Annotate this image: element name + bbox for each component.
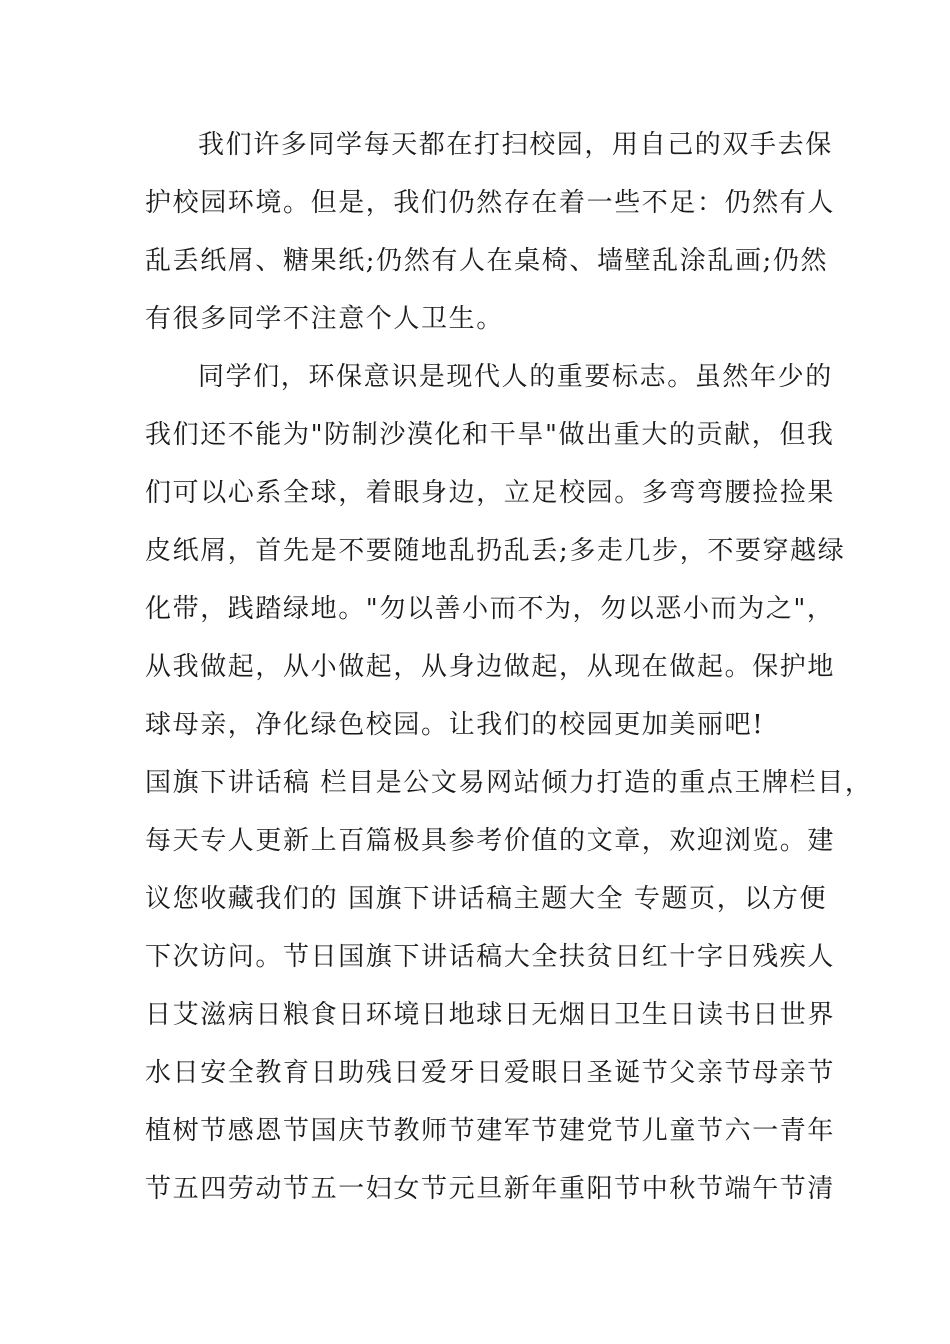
text-line: 们可以心系全球，着眼身边，立足校园。多弯弯腰捡捡果 xyxy=(145,478,836,508)
text-line: 议您收藏我们的 国旗下讲话稿主题大全 专题页，以方便 xyxy=(145,884,828,914)
text-line: 乱丢纸屑、糖果纸;仍然有人在桌椅、墙壁乱涂乱画;仍然 xyxy=(145,246,829,276)
paragraph-site-promo xyxy=(145,754,873,1218)
text-line: 同学们，环保意识是现代人的重要标志。虽然年少的 xyxy=(198,362,833,392)
text-line: 化带，践踏绿地。"勿以善小而不为，勿以恶小而为之"， xyxy=(145,594,835,624)
paragraph-environment-actions xyxy=(145,116,836,348)
text-line: 我们许多同学每天都在打扫校园，用自己的双手去保 xyxy=(198,130,833,160)
text-line: 我们还不能为"防制沙漠化和干旱"做出重大的贡献，但我 xyxy=(145,420,835,450)
text-line: 水日安全教育日助残日爱牙日爱眼日圣诞节父亲节母亲节 xyxy=(145,1058,836,1088)
text-line: 日艾滋病日粮食日环境日地球日无烟日卫生日读书日世界 xyxy=(145,1000,836,1030)
text-line: 球母亲，净化绿色校园。让我们的校园更加美丽吧! xyxy=(145,710,765,740)
text-line: 下次访问。节日国旗下讲话稿大全扶贫日红十字日残疾人 xyxy=(145,942,836,972)
text-line: 护校园环境。但是，我们仍然存在着一些不足：仍然有人 xyxy=(145,188,836,218)
text-line: 节五四劳动节五一妇女节元旦新年重阳节中秋节端午节清 xyxy=(145,1174,836,1204)
text-line: 国旗下讲话稿 栏目是公文易网站倾力打造的重点王牌栏目， xyxy=(145,768,873,798)
text-line: 皮纸屑，首先是不要随地乱扔乱丢;多走几步，不要穿越绿 xyxy=(145,536,846,566)
text-line: 每天专人更新上百篇极具参考价值的文章，欢迎浏览。建 xyxy=(145,826,836,856)
text-line: 有很多同学不注意个人卫生。 xyxy=(145,304,504,334)
text-line: 植树节感恩节国庆节教师节建军节建党节儿童节六一青年 xyxy=(145,1116,836,1146)
paragraph-environment-appeal xyxy=(145,348,846,754)
document-body xyxy=(145,116,873,1218)
text-line: 从我做起，从小做起，从身边做起，从现在做起。保护地 xyxy=(145,652,836,682)
